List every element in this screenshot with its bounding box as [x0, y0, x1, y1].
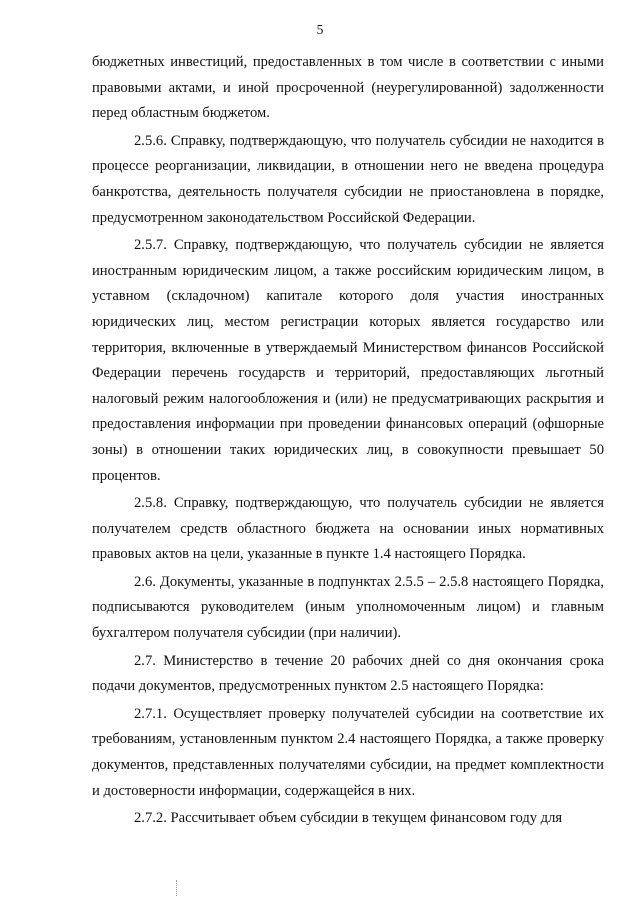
- paragraph-2-7-1: 2.7.1. Осуществляет проверку получателей субсидии на соответствие их требованиям, установленным пунктом 2.4 настоящего Порядка, а также проверку документов, представленных получателями субсидии, на предмет комплектности и достоверности информации, содержащейся в них.: [92, 705, 604, 799]
- paragraph-2-7: 2.7. Министерство в течение 20 рабочих дней со дня окончания срока подачи документов, предусмотренных пунктом 2.5 настоящего Порядка:: [92, 652, 604, 695]
- paragraph-continuation: бюджетных инвестиций, предоставленных в том числе в соответствии с иными правовыми актами, и иной просроченной (неурегулированной) задолженности перед областным бюджетом.: [92, 54, 604, 122]
- paragraph-2-5-6: 2.5.6. Справку, подтверждающую, что получатель субсидии не находится в процессе реорганизации, ликвидации, в отношении него не введена процедура банкротства, деятельность получателя субсидии не приостановлена в порядке, предусмотренном законодательством Российской Федерации.: [92, 132, 604, 226]
- scan-artifact: [176, 880, 178, 896]
- paragraph-2-6: 2.6. Документы, указанные в подпунктах 2.5.5 – 2.5.8 настоящего Порядка, подписываются руководителем (иным уполномоченным лицом) и главным бухгалтером получателя субсидии (при наличии).: [92, 573, 604, 642]
- document-body: [92, 50, 604, 834]
- paragraph-2-5-7: 2.5.7. Справку, подтверждающую, что получатель субсидии не является иностранным юридическим лицом, а также российским юридическим лицом, в уставном (складочном) капитале которого доля участия иностранных юридических лиц, местом регистрации которых является государство или территория, включенные в утверждаемый Министерством финансов Российской Федерации перечень государств и территорий, предоставляющих льготный налоговый режим налогообложения и (или) не предусматривающих раскрытия и предоставления информации при проведении финансовых операций (офшорные зоны) в отношении таких юридических лиц, в совокупности превышает 50 процентов.: [92, 237, 604, 484]
- paragraph-2-5-8: 2.5.8. Справку, подтверждающую, что получатель субсидии не является получателем средств областного бюджета на основании иных нормативных правовых актов на цели, указанные в пункте 1.4 настоящего Порядка.: [92, 495, 604, 563]
- paragraph-2-7-2: 2.7.2. Рассчитывает объем субсидии в текущем финансовом году для: [134, 810, 563, 827]
- page-number: 5: [316, 22, 324, 37]
